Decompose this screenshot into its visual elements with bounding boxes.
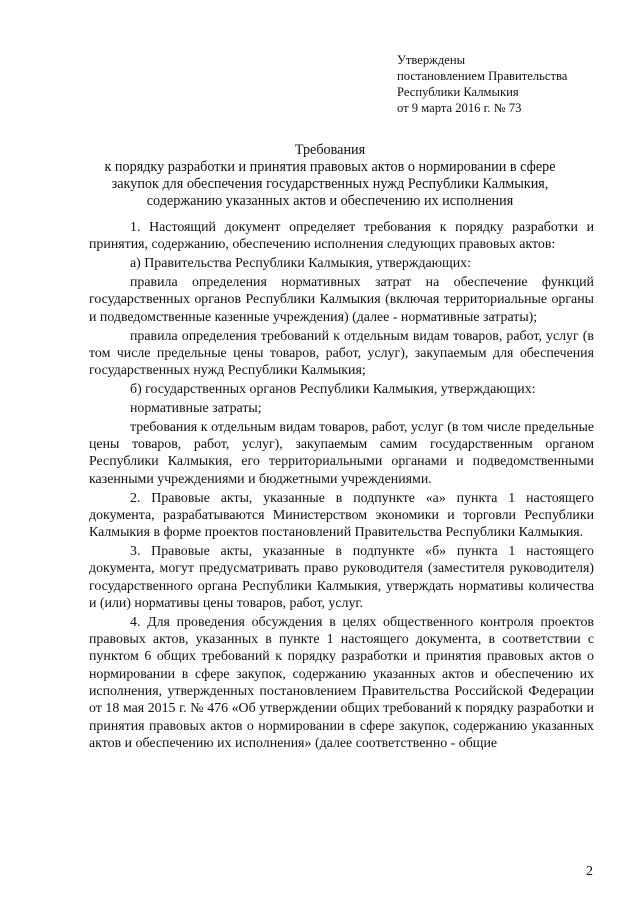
approval-line: Республики Калмыкия <box>397 85 519 99</box>
title-line: содержанию указанных актов и обеспечению их исполнения <box>146 193 514 209</box>
paragraph: правила определения нормативных затрат на обеспечение функций государственных органов Республики Калмыкия (включая территориальные органы и подведомственные казенные учреждения) (далее - нормативные затраты); <box>89 275 594 325</box>
title-heading: Требования <box>294 142 366 158</box>
approval-line: постановлением Правительства <box>397 69 568 83</box>
paragraph: 1. Настоящий документ определяет требования к порядку разработки и принятия, содержанию, обеспечению исполнения следующих правовых актов: <box>89 220 594 253</box>
document-body <box>89 219 594 754</box>
paragraph: 3. Правовые акты, указанные в подпункте «б» пункта 1 настоящего документа, могут предусматривать право руководителя (заместителя руководителя) государственного органа Республики Калмыкия, утверждать нормативы количества и (или) нормативы цены товаров, работ, услуг. <box>89 544 594 611</box>
title-line: к порядку разработки и принятия правовых актов о нормировании в сфере <box>104 159 556 175</box>
paragraph: нормативные затраты; <box>130 400 262 416</box>
paragraph: правила определения требований к отдельным видам товаров, работ, услуг (в том числе предельные цены товаров, работ, услуг), закупаемым для обеспечения государственных нужд Республики Калмыкия; <box>89 328 594 379</box>
paragraph: требования к отдельным видам товаров, работ, услуг (в том числе предельные цены товаров, работ, услуг), закупаемым самим государственным органом Республики Калмыкия, его территориальными органами и подведомственными казенными учреждениями и бюджетными учреждениями. <box>89 419 594 487</box>
document-title <box>60 142 600 210</box>
approval-stamp <box>397 52 627 116</box>
approval-line: от 9 марта 2016 г. № 73 <box>397 101 522 115</box>
page-number: 2 <box>586 864 593 879</box>
title-line: закупок для обеспечения государственных нужд Республики Калмыкия, <box>111 176 549 192</box>
paragraph: б) государственных органов Республики Калмыкия, утверждающих: <box>130 382 536 398</box>
paragraph: 4. Для проведения обсуждения в целях общественного контроля проектов правовых актов, указанных в пункте 1 настоящего документа, в соответствии с пунктом 6 общих требований к порядку разработки и принятия правовых актов о нормировании в сфере закупок, содержанию указанных актов и обеспечению их исполнения, утвержденных постановлением Правительства Российской Федерации от 18 мая 2015 г. № 476 «Об утверждении общих требований к порядку разработки и принятия правовых актов о нормировании в сфере закупок, содержанию указанных актов и обеспечению их исполнения» (далее соответственно - общие <box>89 614 594 751</box>
paragraph: 2. Правовые акты, указанные в подпункте «а» пункта 1 настоящего документа, разрабатываются Министерством экономики и торговли Республики Калмыкия в форме проектов постановлений Правительства Республики Калмыкия. <box>89 490 594 541</box>
paragraph: а) Правительства Республики Калмыкия, утверждающих: <box>130 256 471 272</box>
approval-line: Утверждены <box>397 53 466 67</box>
